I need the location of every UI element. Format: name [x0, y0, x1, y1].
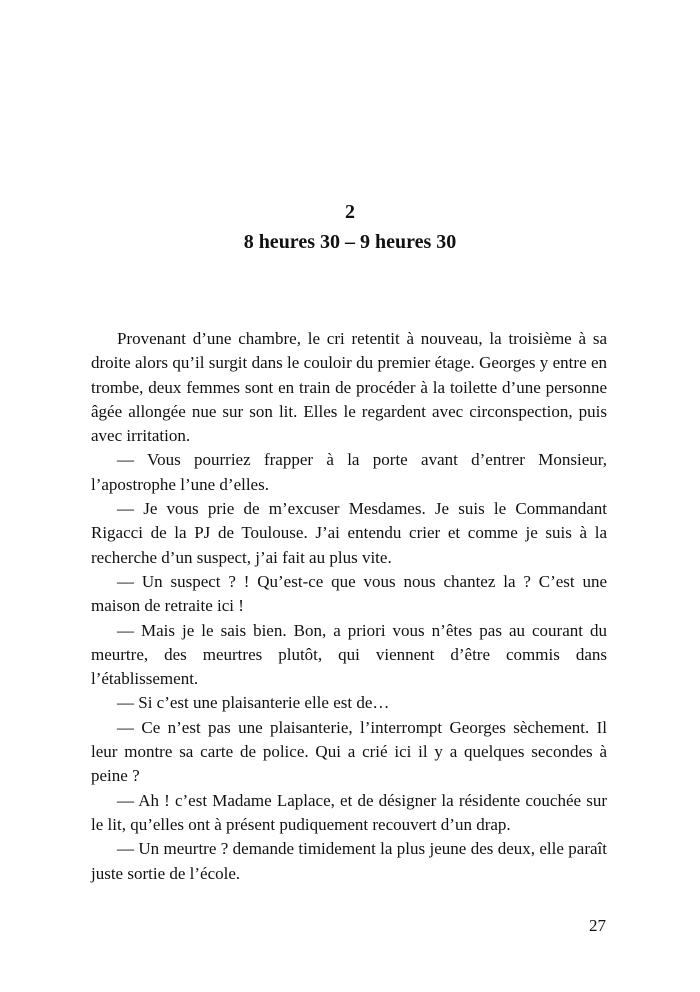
paragraph: — Un suspect ? ! Qu’est-ce que vous nous chantez la ? C’est une maison de retraite ici ! — [91, 571, 607, 616]
body-text — [91, 327, 607, 886]
paragraph: — Vous pourriez frapper à la porte avant d’entrer Monsieur, l’apostrophe l’une d’elles. — [91, 450, 607, 494]
paragraph: — Si c’est une plaisanterie elle est de… — [117, 693, 390, 713]
chapter-title: 8 heures 30 – 9 heures 30 — [243, 231, 457, 253]
paragraph: — Ah ! c’est Madame Laplace, et de désigner la résidente couchée sur le lit, qu’elles ont à présent pudiquement recouvert d’un drap. — [91, 790, 607, 834]
paragraph: — Je vous prie de m’excuser Mesdames. Je suis le Commandant Rigacci de la PJ de Toulouse. J’ai entendu crier et comme je suis à la recherche d’un suspect, j’ai fait au plus vite. — [91, 499, 607, 567]
page-number: 27 — [589, 916, 606, 935]
paragraph: — Ce n’est pas une plaisanterie, l’interrompt Georges sèchement. Il leur montre sa carte de police. Qui a crié ici il y a quelques secondes à peine ? — [91, 717, 607, 786]
paragraph: — Un meurtre ? demande timidement la plus jeune des deux, elle paraît juste sortie de l’école. — [91, 839, 607, 883]
paragraph: Provenant d’une chambre, le cri retentit à nouveau, la troisième à sa droite alors qu’il surgit dans le couloir du premier étage. Georges y entre en trombe, deux femmes sont en train de procéder à la toilette d’une personne âgée allongée nue sur son lit. Elles le regardent avec circonspection, puis avec irritation. — [91, 329, 607, 446]
paragraph: — Mais je le sais bien. Bon, a priori vous n’êtes pas au courant du meurtre, des meurtres plutôt, qui viennent d’être commis dans l’établissement. — [91, 620, 607, 689]
chapter-number: 2 — [345, 201, 355, 223]
